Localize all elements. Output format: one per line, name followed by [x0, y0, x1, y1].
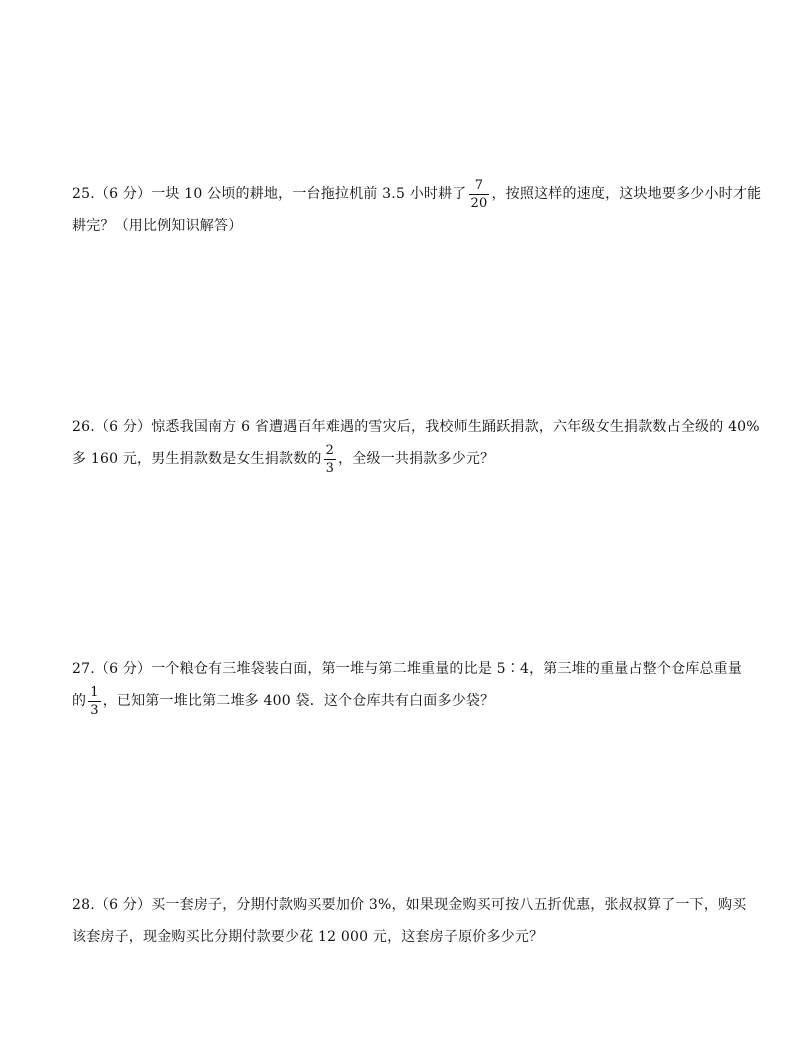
problem-25: [72, 177, 762, 242]
problem-26-line-2: [72, 443, 728, 475]
problem-28-line-1: 28.（6 分）买一套房子，分期付款购买要加价 3%，如果现金购买可按八五折优惠，张叔叔算了一下，购买: [72, 897, 747, 913]
fraction-denominator: 3: [325, 460, 335, 476]
problem-27-line-1: 27.（6 分）一个粮仓有三堆袋装白面，第一堆与第二堆重量的比是 5∶4，第三堆的重量占整个仓库总重量: [72, 661, 743, 677]
problem-26: [72, 411, 760, 476]
fraction-numerator: 1: [90, 684, 99, 700]
fraction-1-3: [88, 686, 100, 717]
problem-27-line-2: [72, 685, 728, 717]
problem-25-text-a: 25.（6 分）一块 10 公顷的耕地，一台拖拉机前 3.5 小时耕了: [72, 186, 467, 202]
problem-26-line-1: 26.（6 分）惊悉我国南方 6 省遭遇百年难遇的雪灾后，我校师生踊跃捐款，六年级女生捐款数占全级的 40%: [72, 419, 760, 435]
fraction-7-20: [469, 179, 490, 210]
problem-25-line-2: 耕完？（用比例知识解答）: [72, 218, 243, 234]
problem-26-text-b: ，全级一共捐款多少元？: [338, 451, 495, 467]
problem-25-text-b: ，按照这样的速度，这块地要多少小时才能: [491, 186, 762, 202]
problem-28-line-2: 该套房子，现金购买比分期付款要少花 12 000 元，这套房子原价多少元？: [72, 929, 544, 945]
problem-26-text-a: 多 160 元，男生捐款数是女生捐款数的: [72, 451, 322, 467]
problem-25-line-1: [72, 177, 762, 211]
problem-27-text-b: ，已知第一堆比第二堆多 400 袋．这个仓库共有白面多少袋？: [102, 693, 495, 709]
fraction-2-3: [324, 444, 336, 475]
fraction-numerator: 7: [469, 179, 490, 195]
problem-27: [72, 653, 743, 718]
problem-28: [72, 889, 747, 953]
fraction-denominator: 3: [90, 702, 99, 718]
problem-27-text-a: 的: [72, 693, 87, 709]
fraction-numerator: 2: [325, 442, 335, 458]
fraction-denominator: 20: [470, 195, 488, 211]
